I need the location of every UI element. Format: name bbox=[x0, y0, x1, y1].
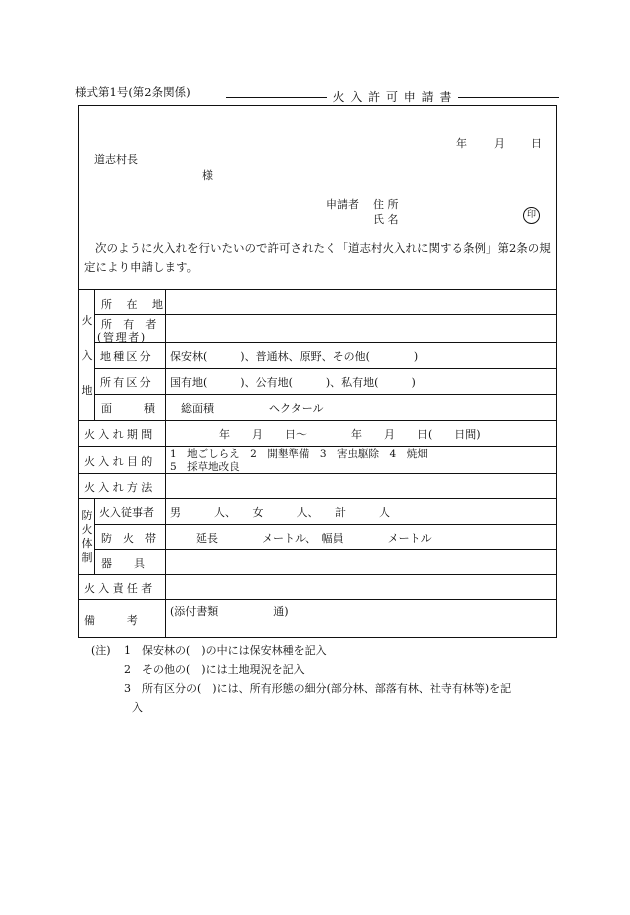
workers-label: 火入従事者 bbox=[99, 506, 154, 519]
purpose-label: 火入れ目的 bbox=[84, 455, 156, 468]
land-category-label: 地種区分 bbox=[100, 350, 153, 363]
col-line bbox=[165, 289, 166, 638]
row-line bbox=[78, 289, 557, 290]
row-line bbox=[78, 574, 557, 575]
fire-prevention-char: 制 bbox=[81, 551, 93, 564]
row-line bbox=[78, 473, 557, 474]
purpose-line-1: 1 地ごしらえ 2 開墾準備 3 害虫駆除 4 焼畑 bbox=[170, 448, 428, 460]
manager-label: (管理者) bbox=[97, 331, 147, 344]
fire-prevention-char: 体 bbox=[81, 537, 93, 550]
date-month: 月 bbox=[494, 137, 505, 150]
date-year: 年 bbox=[456, 137, 467, 150]
form-title: 火 入 許 可 申 請 書 bbox=[327, 90, 459, 104]
row-line bbox=[78, 498, 557, 499]
purpose-line-2: 5 採草地改良 bbox=[170, 461, 240, 473]
application-statement bbox=[84, 239, 552, 277]
note-3-continued: 入 bbox=[132, 701, 143, 714]
fire-land-char: 地 bbox=[81, 384, 93, 397]
owner-label: 所 有 者 bbox=[101, 318, 161, 331]
period-value: 年 月 日～ 年 月 日( 日間) bbox=[219, 428, 481, 441]
row-line bbox=[94, 549, 557, 550]
date-day: 日 bbox=[531, 137, 542, 150]
note-1: 1 保安林の( )の中には保安林種を記入 bbox=[124, 644, 327, 657]
statement-text: 次のように火入れを行いたいので許可されたく「道志村火入れに関する条例」第2条の規定により申請します。 bbox=[84, 241, 551, 274]
location-label: 所 在 地 bbox=[101, 298, 169, 311]
row-line bbox=[94, 368, 557, 369]
firebreak-value: 延長 メートル、 幅員 メートル bbox=[196, 532, 432, 545]
seal-mark: 印 bbox=[523, 207, 540, 224]
fire-land-char: 入 bbox=[81, 349, 93, 362]
col-line bbox=[94, 498, 95, 574]
fire-land-char: 火 bbox=[81, 314, 93, 327]
note-3: 3 所有区分の( )には、所有形態の細分(部分林、部落有林、社寺有林等)を記 bbox=[124, 682, 512, 695]
form-number: 様式第1号(第2条関係) bbox=[75, 85, 191, 99]
remarks-label: 備 考 bbox=[84, 614, 142, 627]
area-label: 面 積 bbox=[101, 402, 159, 415]
workers-value: 男 人、 女 人、 計 人 bbox=[170, 506, 390, 519]
note-prefix: (注) bbox=[91, 644, 111, 657]
fire-prevention-char: 火 bbox=[81, 523, 93, 536]
name-label: 氏 名 bbox=[373, 213, 399, 226]
addressee-honorific: 様 bbox=[202, 169, 213, 182]
ownership-value: 国有地( )、公有地( )、私有地( ) bbox=[170, 376, 416, 389]
row-line bbox=[94, 342, 557, 343]
fire-prevention-char: 防 bbox=[81, 509, 93, 522]
address-label: 住 所 bbox=[373, 198, 399, 211]
form-frame bbox=[78, 105, 557, 638]
equipment-label: 器 具 bbox=[101, 557, 145, 570]
remarks-value: (添付書類 通) bbox=[170, 605, 289, 618]
responsible-label: 火入責任者 bbox=[84, 582, 156, 595]
firebreak-label: 防 火 帯 bbox=[101, 532, 156, 545]
addressee: 道志村長 bbox=[94, 153, 138, 166]
ownership-label: 所有区分 bbox=[100, 376, 153, 389]
row-line bbox=[94, 394, 557, 395]
area-value: 総面積 ヘクタール bbox=[181, 402, 324, 415]
period-label: 火入れ期間 bbox=[84, 428, 156, 441]
land-category-value: 保安林( )、普通林、原野、その他( ) bbox=[170, 350, 419, 363]
row-line bbox=[94, 314, 557, 315]
row-line bbox=[94, 524, 557, 525]
applicant-label: 申請者 bbox=[326, 198, 359, 211]
row-line bbox=[78, 420, 557, 421]
row-line bbox=[78, 599, 557, 600]
method-label: 火入れ方法 bbox=[84, 481, 156, 494]
col-line bbox=[94, 289, 95, 420]
note-2: 2 その他の( )には土地現況を記入 bbox=[124, 663, 305, 676]
